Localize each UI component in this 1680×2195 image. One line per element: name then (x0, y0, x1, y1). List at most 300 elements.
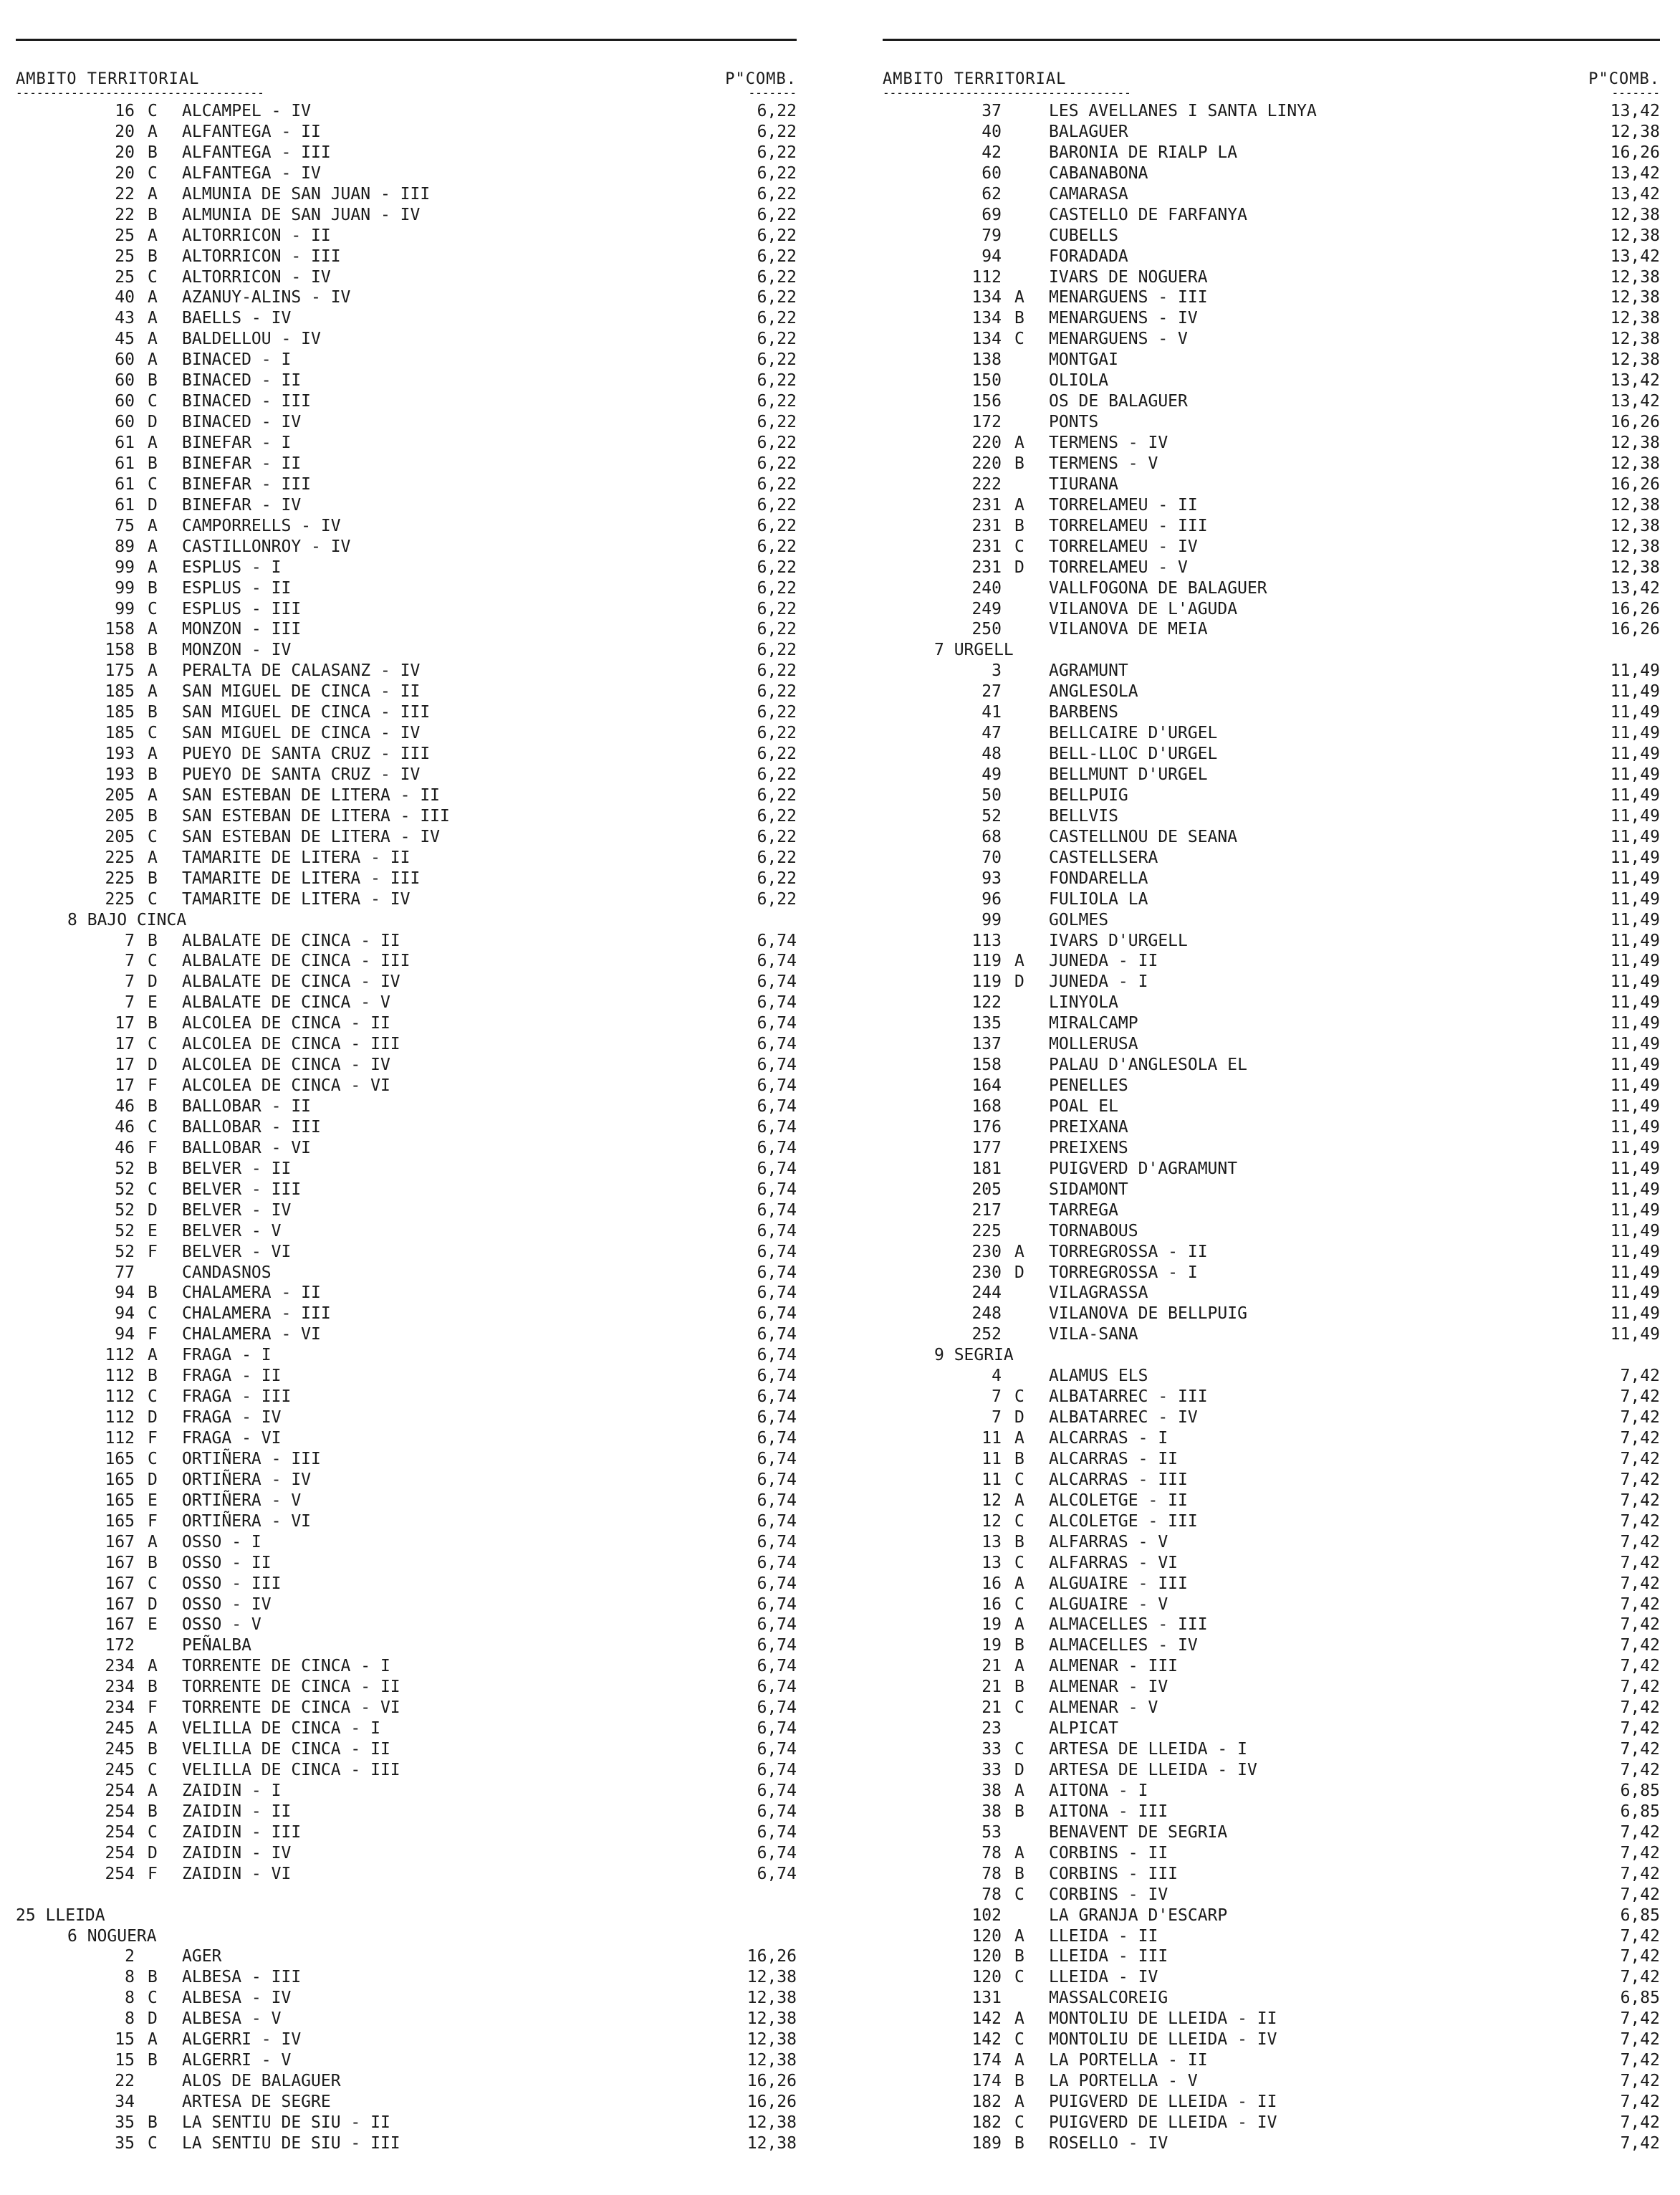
municipality-list (16, 101, 797, 2154)
municipality-code: 15 (115, 2030, 135, 2050)
table-row (16, 1304, 797, 1324)
municipality-name: PUEYO DE SANTA CRUZ - IV (182, 765, 421, 784)
price-value: 6,22 (757, 309, 797, 328)
municipality-name: CHALAMERA - VI (182, 1325, 321, 1344)
municipality-name: PREIXENS (1049, 1138, 1128, 1157)
sub-code: B (148, 2113, 158, 2132)
municipality-name: BALDELLOU - IV (182, 330, 321, 349)
municipality-code: 234 (105, 1698, 135, 1718)
municipality-code: 225 (105, 889, 135, 909)
municipality-code: 165 (105, 1511, 135, 1531)
municipality-name: ALMENAR - III (1049, 1657, 1179, 1676)
municipality-name: ALCAMPEL - IV (182, 102, 312, 120)
table-row (883, 1926, 1660, 1947)
sub-code: B (1014, 1802, 1024, 1821)
municipality-code: 49 (981, 765, 1002, 784)
sub-code: F (148, 1429, 158, 1448)
sub-code: C (1014, 1511, 1024, 1531)
municipality-code: 158 (105, 641, 135, 660)
table-row (883, 578, 1660, 599)
sub-code: F (148, 1325, 158, 1344)
table-row (883, 1034, 1660, 1055)
table-row (883, 744, 1660, 765)
municipality-code: 17 (115, 1035, 135, 1054)
municipality-code: 33 (981, 1740, 1002, 1759)
table-row (883, 1407, 1660, 1428)
price-value: 7,42 (1620, 1636, 1660, 1655)
sub-code: C (148, 599, 158, 618)
municipality-code: 48 (981, 745, 1002, 764)
municipality-code: 52 (115, 1159, 135, 1178)
price-value: 6,74 (757, 1138, 797, 1157)
price-value: 6,74 (757, 1574, 797, 1593)
price-value: 11,49 (1610, 785, 1660, 805)
sub-code: C (1014, 2113, 1024, 2132)
table-row (883, 1076, 1660, 1096)
municipality-code: 158 (971, 1056, 1002, 1075)
table-row (883, 1594, 1660, 1615)
municipality-name: TORRENTE DE CINCA - II (182, 1678, 400, 1697)
municipality-name: TARREGA (1049, 1200, 1118, 1220)
price-value: 13,42 (1610, 392, 1660, 411)
table-row (883, 931, 1660, 952)
price-value: 16,26 (1610, 599, 1660, 618)
price-value: 6,74 (757, 952, 797, 971)
price-value: 6,74 (757, 1325, 797, 1344)
table-row (883, 951, 1660, 972)
municipality-code: 175 (105, 661, 135, 681)
municipality-name: BINACED - III (182, 392, 312, 411)
price-value: 6,74 (757, 1822, 797, 1842)
municipality-code: 69 (981, 205, 1002, 224)
price-value: 6,74 (757, 1346, 797, 1365)
table-row (16, 1864, 797, 1885)
municipality-name: VILAGRASSA (1049, 1283, 1148, 1303)
sub-code: A (148, 785, 158, 805)
table-row (883, 599, 1660, 620)
price-value: 6,22 (757, 889, 797, 909)
municipality-code: 222 (971, 474, 1002, 494)
table-row (16, 972, 797, 993)
municipality-name: LA SENTIU DE SIU - II (182, 2113, 390, 2132)
ambito-underline: ------------------------------------ (16, 88, 264, 98)
municipality-code: 185 (105, 724, 135, 743)
municipality-code: 60 (981, 163, 1002, 183)
price-value: 12,38 (1610, 454, 1660, 473)
blank-row (16, 1885, 797, 1905)
table-row (883, 163, 1660, 184)
price-value: 12,38 (1610, 537, 1660, 556)
municipality-code: 185 (105, 682, 135, 702)
table-row (16, 1263, 797, 1283)
municipality-code: 77 (115, 1263, 135, 1282)
municipality-code: 230 (971, 1242, 1002, 1261)
table-row (883, 1221, 1660, 1242)
municipality-code: 8 (125, 1989, 135, 2008)
table-row (883, 1635, 1660, 1656)
price-value: 6,74 (757, 972, 797, 992)
municipality-code: 4 (992, 1367, 1002, 1386)
municipality-name: ALFANTEGA - III (182, 143, 331, 162)
table-row (16, 287, 797, 308)
sub-code: A (148, 745, 158, 764)
sub-code: A (148, 1719, 158, 1739)
price-value: 11,49 (1610, 1283, 1660, 1303)
table-row (883, 1304, 1660, 1324)
municipality-name: TAMARITE DE LITERA - IV (182, 889, 411, 909)
municipality-name: OSSO - IV (182, 1594, 272, 1614)
price-value: 11,49 (1610, 703, 1660, 722)
municipality-code: 61 (115, 474, 135, 494)
price-value: 11,49 (1610, 1138, 1660, 1157)
sub-code: A (148, 1532, 158, 1551)
price-value: 12,38 (1610, 330, 1660, 349)
sub-code: C (1014, 537, 1024, 556)
price-value: 11,49 (1610, 952, 1660, 971)
sub-code: B (148, 1159, 158, 1178)
municipality-code: 112 (971, 267, 1002, 287)
ambito-underline: ------------------------------------ (883, 88, 1131, 98)
table-row (16, 226, 797, 247)
sub-code: B (148, 765, 158, 784)
municipality-name: ZAIDIN - III (182, 1822, 302, 1842)
table-row (883, 1013, 1660, 1034)
municipality-code: 62 (981, 184, 1002, 204)
price-value: 12,38 (1610, 205, 1660, 224)
price-value: 6,22 (757, 558, 797, 577)
municipality-code: 45 (115, 330, 135, 349)
table-row (16, 1553, 797, 1574)
municipality-name: VILA-SANA (1049, 1325, 1138, 1344)
price-value: 6,22 (757, 848, 797, 867)
municipality-name: ZAIDIN - IV (182, 1843, 292, 1862)
ambito-header: AMBITO TERRITORIAL (883, 70, 1067, 88)
municipality-code: 99 (115, 599, 135, 618)
municipality-code: 13 (981, 1532, 1002, 1551)
table-row (16, 806, 797, 827)
price-value: 12,38 (1610, 267, 1660, 287)
sub-code: C (148, 1822, 158, 1842)
municipality-name: BALLOBAR - II (182, 1097, 312, 1116)
municipality-code: 244 (971, 1283, 1002, 1303)
price-value: 7,42 (1620, 1761, 1660, 1779)
price-value: 6,74 (757, 1615, 797, 1635)
price-value: 7,42 (1620, 1885, 1660, 1904)
municipality-code: 94 (115, 1304, 135, 1324)
sub-code: B (148, 2051, 158, 2070)
price-value: 7,42 (1620, 2051, 1660, 2070)
price-value: 11,49 (1610, 806, 1660, 826)
municipality-name: CAMARASA (1049, 184, 1128, 204)
municipality-name: TORRELAMEU - III (1049, 516, 1208, 535)
table-row (16, 889, 797, 910)
municipality-code: 254 (105, 1864, 135, 1883)
sub-code: B (1014, 516, 1024, 535)
comarca-heading (883, 640, 1660, 661)
municipality-name: BALLOBAR - III (182, 1117, 321, 1137)
municipality-name: CASTELLSERA (1049, 848, 1158, 867)
price-value: 6,22 (757, 495, 797, 515)
municipality-code: 78 (981, 1843, 1002, 1862)
sub-code: C (148, 267, 158, 287)
sub-code: A (148, 226, 158, 245)
table-row (883, 2071, 1660, 2092)
table-row (16, 723, 797, 744)
municipality-code: 99 (981, 910, 1002, 929)
table-row (883, 1967, 1660, 1988)
table-row (16, 308, 797, 329)
sub-code: A (148, 288, 158, 307)
municipality-code: 231 (971, 558, 1002, 577)
price-value: 6,22 (757, 599, 797, 618)
municipality-code: 231 (971, 495, 1002, 515)
municipality-name: ALFANTEGA - II (182, 122, 321, 141)
table-row (883, 1324, 1660, 1345)
sub-code: C (148, 474, 158, 494)
table-row (883, 1117, 1660, 1138)
table-row (883, 308, 1660, 329)
table-row (16, 1946, 797, 1967)
table-row (16, 1843, 797, 1864)
group-label: 6 NOGUERA (67, 1926, 157, 1946)
table-row (883, 2113, 1660, 2133)
municipality-code: 112 (105, 1367, 135, 1386)
table-row (16, 2092, 797, 2113)
municipality-list (883, 101, 1660, 2154)
municipality-name: MONTGAI (1049, 350, 1118, 370)
sub-code: B (148, 1097, 158, 1116)
municipality-name: ALCARRAS - I (1049, 1429, 1168, 1448)
municipality-code: 61 (115, 434, 135, 452)
sub-code: A (148, 682, 158, 702)
price-value: 11,49 (1610, 910, 1660, 929)
municipality-name: ALCOLEA DE CINCA - IV (182, 1056, 390, 1075)
municipality-name: OS DE BALAGUER (1049, 392, 1188, 411)
sub-code: C (148, 1449, 158, 1468)
municipality-name: VELILLA DE CINCA - I (182, 1719, 380, 1739)
table-row (16, 1760, 797, 1781)
sub-code: C (148, 1761, 158, 1779)
municipality-name: ALBESA - IV (182, 1989, 292, 2008)
header-underline (883, 88, 1660, 98)
top-rule (883, 39, 1660, 41)
municipality-code: 17 (115, 1014, 135, 1033)
table-row (883, 267, 1660, 288)
sub-code: D (148, 1594, 158, 1614)
municipality-name: LA SENTIU DE SIU - III (182, 2133, 400, 2153)
municipality-name: CORBINS - III (1049, 1864, 1179, 1883)
price-value: 6,22 (757, 184, 797, 204)
municipality-code: 168 (971, 1097, 1002, 1116)
table-row (16, 143, 797, 163)
price-value: 6,74 (757, 993, 797, 1013)
table-row (883, 1283, 1660, 1304)
table-row (16, 1034, 797, 1055)
price-value: 6,22 (757, 661, 797, 681)
price-value: 7,42 (1620, 1678, 1660, 1697)
municipality-code: 137 (971, 1035, 1002, 1054)
table-row (16, 1635, 797, 1656)
price-value: 6,74 (757, 1367, 797, 1386)
municipality-name: ORTIÑERA - III (182, 1449, 321, 1468)
sub-code: A (148, 1657, 158, 1676)
sub-code: B (1014, 1678, 1024, 1697)
municipality-name: ALPICAT (1049, 1719, 1118, 1739)
table-row (16, 1159, 797, 1180)
municipality-code: 94 (115, 1283, 135, 1303)
table-row (16, 1594, 797, 1615)
municipality-name: ALCOLETGE - II (1049, 1491, 1188, 1510)
municipality-name: ZAIDIN - I (182, 1781, 282, 1800)
municipality-name: AITONA - III (1049, 1802, 1168, 1821)
municipality-code: 165 (105, 1449, 135, 1468)
municipality-name: ARTESA DE SEGRE (182, 2093, 331, 2111)
municipality-code: 3 (992, 661, 1002, 681)
price-value: 6,74 (757, 1387, 797, 1407)
price-value: 6,74 (757, 1781, 797, 1800)
table-row (16, 1491, 797, 1511)
municipality-code: 230 (971, 1263, 1002, 1282)
municipality-code: 99 (115, 558, 135, 577)
municipality-name: OSSO - II (182, 1553, 272, 1572)
table-row (883, 1822, 1660, 1843)
price-value: 6,74 (757, 1304, 797, 1324)
price-value: 6,22 (757, 434, 797, 452)
municipality-code: 35 (115, 2113, 135, 2132)
price-value: 11,49 (1610, 1014, 1660, 1033)
table-row (883, 391, 1660, 412)
sub-code: B (148, 641, 158, 660)
sub-code: C (148, 889, 158, 909)
municipality-code: 254 (105, 1843, 135, 1862)
sub-code: A (148, 1346, 158, 1365)
municipality-name: SAN MIGUEL DE CINCA - III (182, 703, 431, 722)
sub-code: C (148, 952, 158, 971)
municipality-code: 19 (981, 1636, 1002, 1655)
table-row (883, 1263, 1660, 1283)
price-value: 6,22 (757, 578, 797, 598)
price-value: 11,49 (1610, 869, 1660, 888)
table-row (883, 1946, 1660, 1967)
sub-code: B (148, 578, 158, 598)
municipality-name: ALCOLEA DE CINCA - II (182, 1014, 390, 1033)
sub-code: B (1014, 1864, 1024, 1883)
price-value: 6,22 (757, 620, 797, 639)
price-value: 7,42 (1620, 1408, 1660, 1428)
municipality-name: PONTS (1049, 413, 1099, 432)
table-row (16, 1055, 797, 1076)
table-row (883, 1470, 1660, 1491)
sub-code: A (1014, 1615, 1024, 1635)
municipality-name: SAN ESTEBAN DE LITERA - III (182, 806, 450, 826)
municipality-name: FRAGA - II (182, 1367, 282, 1386)
price-value: 6,85 (1620, 1781, 1660, 1800)
price-value: 7,42 (1620, 1367, 1660, 1386)
price-value: 7,42 (1620, 1843, 1660, 1862)
price-value: 6,74 (757, 1014, 797, 1033)
municipality-code: 205 (971, 1180, 1002, 1199)
table-row (883, 993, 1660, 1013)
price-value: 6,74 (757, 1056, 797, 1075)
sub-code: F (148, 1242, 158, 1261)
table-row (883, 765, 1660, 785)
municipality-code: 167 (105, 1532, 135, 1551)
price-value: 6,74 (757, 1449, 797, 1468)
municipality-name: FRAGA - I (182, 1346, 272, 1365)
municipality-name: ALBALATE DE CINCA - II (182, 931, 400, 950)
price-value: 11,49 (1610, 827, 1660, 846)
municipality-code: 21 (981, 1678, 1002, 1697)
municipality-name: LA PORTELLA - II (1049, 2051, 1208, 2070)
municipality-name: CAMPORRELLS - IV (182, 516, 341, 535)
municipality-code: 112 (105, 1387, 135, 1407)
table-row (883, 2133, 1660, 2154)
municipality-code: 193 (105, 745, 135, 764)
sub-code: B (148, 1283, 158, 1303)
price-value: 11,49 (1610, 1200, 1660, 1220)
table-row (16, 599, 797, 620)
municipality-code: 181 (971, 1159, 1002, 1178)
municipality-code: 122 (971, 993, 1002, 1013)
municipality-name: ORTIÑERA - VI (182, 1511, 312, 1531)
municipality-code: 13 (981, 1553, 1002, 1572)
price-value: 12,38 (747, 1968, 797, 1987)
price-value: 6,74 (757, 1263, 797, 1282)
municipality-name: BARBENS (1049, 703, 1118, 722)
price-value: 6,22 (757, 226, 797, 245)
table-row (16, 1366, 797, 1387)
municipality-code: 11 (981, 1449, 1002, 1468)
price-value: 6,74 (757, 1035, 797, 1054)
municipality-name: TORRELAMEU - V (1049, 558, 1188, 577)
comarca-heading (16, 1926, 797, 1947)
municipality-name: TORRENTE DE CINCA - I (182, 1657, 390, 1676)
price-value: 7,42 (1620, 1615, 1660, 1635)
price-value: 12,38 (747, 2113, 797, 2132)
municipality-name: MENARGUENS - IV (1049, 309, 1198, 328)
table-row (16, 558, 797, 578)
municipality-name: ALGERRI - V (182, 2051, 292, 2070)
price-value: 6,74 (757, 1242, 797, 1261)
price-value: 11,49 (1610, 1097, 1660, 1116)
municipality-code: 12 (981, 1491, 1002, 1510)
price-value: 11,49 (1610, 724, 1660, 743)
group-label: 7 URGELL (934, 641, 1014, 660)
municipality-code: 156 (971, 392, 1002, 411)
table-row (883, 226, 1660, 247)
table-row (883, 1096, 1660, 1117)
municipality-code: 231 (971, 537, 1002, 556)
municipality-code: 60 (115, 413, 135, 432)
municipality-name: VILANOVA DE L'AGUDA (1049, 599, 1238, 618)
sub-code: B (1014, 1532, 1024, 1551)
municipality-name: ESPLUS - III (182, 599, 302, 618)
table-row (16, 578, 797, 599)
municipality-code: 7 (125, 952, 135, 971)
price-value: 11,49 (1610, 1304, 1660, 1324)
municipality-name: BARONIA DE RIALP LA (1049, 143, 1238, 162)
price-value: 6,22 (757, 682, 797, 702)
municipality-code: 22 (115, 205, 135, 224)
table-row (16, 2113, 797, 2133)
municipality-name: SIDAMONT (1049, 1180, 1128, 1199)
table-row (883, 785, 1660, 806)
group-label: 25 LLEIDA (16, 1905, 105, 1925)
table-row (16, 2071, 797, 2092)
price-value: 6,74 (757, 1594, 797, 1614)
municipality-code: 254 (105, 1822, 135, 1842)
sub-code: B (148, 806, 158, 826)
